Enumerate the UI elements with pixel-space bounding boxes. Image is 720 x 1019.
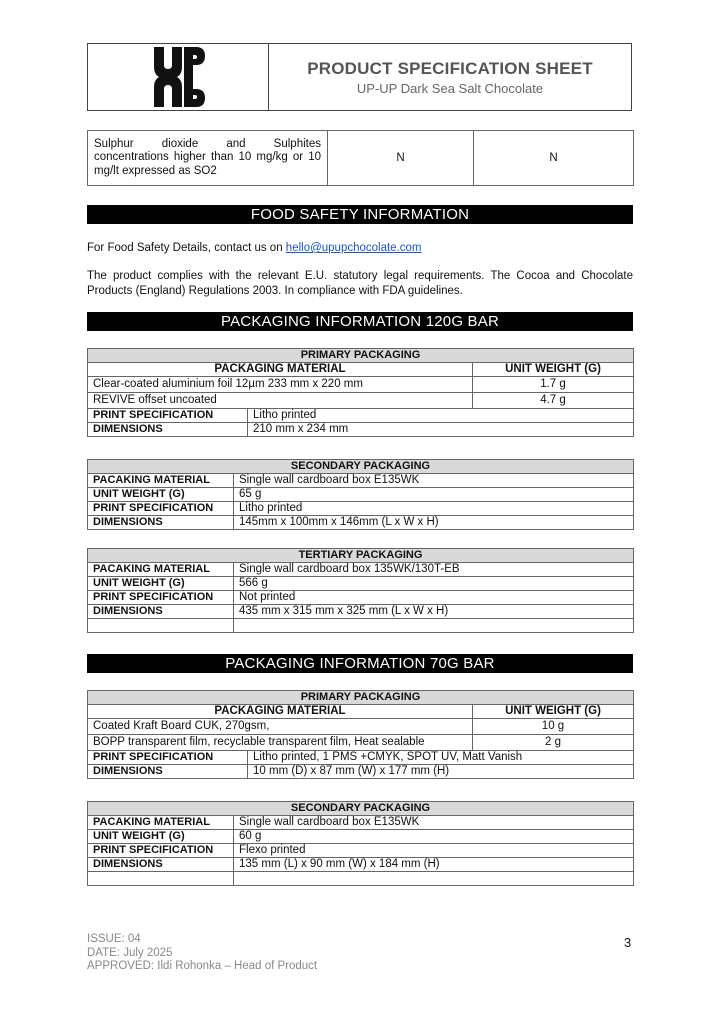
row-label: PRINT SPECIFICATION	[88, 502, 234, 516]
table-row	[88, 735, 634, 751]
table-row	[88, 844, 634, 858]
table-row	[88, 363, 634, 377]
material-cell: BOPP transparent film, recyclable transparent film, Heat sealable	[88, 735, 473, 751]
table-row	[88, 619, 634, 633]
food-safety-contact	[87, 241, 633, 256]
logo-cell	[88, 44, 269, 110]
column-header: PACKAGING MATERIAL	[88, 363, 473, 377]
row-value: Litho printed, 1 PMS +CMYK, SPOT UV, Matt Vanish	[248, 751, 634, 765]
table-header: SECONDARY PACKAGING	[88, 802, 634, 816]
row-label: PRINT SPECIFICATION	[88, 751, 248, 765]
table-row	[88, 563, 634, 577]
table-row	[88, 474, 634, 488]
row-label: UNIT WEIGHT (G)	[88, 488, 234, 502]
table-header: PRIMARY PACKAGING	[88, 349, 634, 363]
contact-email-link[interactable]: hello@upupchocolate.com	[285, 242, 422, 254]
table-row	[88, 409, 634, 423]
row-value: 135 mm (L) x 90 mm (W) x 184 mm (H)	[234, 858, 634, 872]
food-safety-heading: FOOD SAFETY INFORMATION	[87, 205, 633, 224]
row-value: 210 mm x 234 mm	[248, 423, 634, 437]
row-value: 60 g	[234, 830, 634, 844]
row-label: PACAKING MATERIAL	[88, 816, 234, 830]
table-row	[88, 802, 634, 816]
column-header: UNIT WEIGHT (G)	[473, 363, 634, 377]
allergen-value-1: N	[328, 131, 474, 186]
row-label: PRINT SPECIFICATION	[88, 844, 234, 858]
table-row	[88, 516, 634, 530]
row-value: 566 g	[234, 577, 634, 591]
title-cell	[269, 44, 631, 110]
secondary-packaging-120g-table	[87, 459, 634, 530]
document-subtitle: UP-UP Dark Sea Salt Chocolate	[356, 80, 544, 96]
table-row	[88, 549, 634, 563]
document-header	[87, 43, 632, 111]
weight-cell: 1.7 g	[473, 377, 634, 393]
allergen-table	[87, 130, 634, 186]
approval-line: APPROVED: Ildi Rohonka – Head of Product	[87, 960, 318, 972]
compliance-text: The product complies with the relevant E.U. statutory legal requirements. The Cocoa and Chocolate Products (England) Regulations 2003. In compliance with FDA guidelines.	[87, 270, 633, 297]
table-row	[88, 377, 634, 393]
material-cell: Coated Kraft Board CUK, 270gsm,	[88, 719, 473, 735]
row-label: PRINT SPECIFICATION	[88, 591, 234, 605]
table-row	[88, 751, 634, 765]
column-header: PACKAGING MATERIAL	[88, 705, 473, 719]
row-value: Not printed	[234, 591, 634, 605]
weight-cell: 2 g	[473, 735, 634, 751]
table-row	[88, 131, 634, 186]
issue-number: ISSUE: 04	[87, 933, 141, 945]
weight-cell: 4.7 g	[473, 393, 634, 409]
table-row	[88, 830, 634, 844]
table-row	[88, 816, 634, 830]
issue-date: DATE: July 2025	[87, 946, 173, 959]
table-row	[88, 591, 634, 605]
tertiary-packaging-120g-table	[87, 548, 634, 633]
row-label: DIMENSIONS	[88, 605, 234, 619]
weight-cell: 10 g	[473, 719, 634, 735]
contact-text: For Food Safety Details, contact us on	[87, 242, 286, 254]
packaging-120g-heading: PACKAGING INFORMATION 120G BAR	[87, 312, 633, 331]
packaging-70g-heading: PACKAGING INFORMATION 70G BAR	[87, 654, 633, 673]
table-row	[88, 460, 634, 474]
table-row	[88, 719, 634, 735]
page-number: 3	[624, 935, 632, 950]
row-value	[234, 619, 634, 633]
row-label: DIMENSIONS	[88, 423, 248, 437]
row-value: 65 g	[234, 488, 634, 502]
column-header: UNIT WEIGHT (G)	[473, 705, 634, 719]
table-row	[88, 691, 634, 705]
table-header: TERTIARY PACKAGING	[88, 549, 634, 563]
table-row	[88, 858, 634, 872]
brand-logo	[150, 45, 206, 109]
table-row	[88, 605, 634, 619]
document-title: PRODUCT SPECIFICATION SHEET	[307, 58, 593, 78]
row-label: UNIT WEIGHT (G)	[88, 830, 234, 844]
table-row	[88, 423, 634, 437]
row-value	[234, 872, 634, 886]
row-value: Single wall cardboard box E135WK	[234, 816, 634, 830]
row-value: Single wall cardboard box E135WK	[234, 474, 634, 488]
primary-packaging-120g-table	[87, 348, 634, 437]
table-row	[88, 502, 634, 516]
row-label: UNIT WEIGHT (G)	[88, 577, 234, 591]
document-footer	[87, 933, 317, 974]
row-value: Single wall cardboard box 135WK/130T-EB	[234, 563, 634, 577]
secondary-packaging-70g-table	[87, 801, 634, 886]
allergen-label: Sulphur dioxide and Sulphites concentrations higher than 10 mg/kg or 10 mg/lt expressed as SO2	[88, 131, 328, 186]
table-row	[88, 393, 634, 409]
row-value: Litho printed	[248, 409, 634, 423]
row-label	[88, 619, 234, 633]
row-value: 435 mm x 315 mm x 325 mm (L x W x H)	[234, 605, 634, 619]
table-header: PRIMARY PACKAGING	[88, 691, 634, 705]
row-label: PACAKING MATERIAL	[88, 474, 234, 488]
row-label: DIMENSIONS	[88, 765, 248, 779]
row-label: DIMENSIONS	[88, 858, 234, 872]
row-value: 145mm x 100mm x 146mm (L x W x H)	[234, 516, 634, 530]
table-row	[88, 765, 634, 779]
table-row	[88, 349, 634, 363]
row-value: Litho printed	[234, 502, 634, 516]
table-row	[88, 577, 634, 591]
row-label: PRINT SPECIFICATION	[88, 409, 248, 423]
table-row	[88, 872, 634, 886]
table-row	[88, 488, 634, 502]
row-value: Flexo printed	[234, 844, 634, 858]
row-label	[88, 872, 234, 886]
material-cell: Clear-coated aluminium foil 12µm 233 mm x 220 mm	[88, 377, 473, 393]
row-label: DIMENSIONS	[88, 516, 234, 530]
allergen-value-2: N	[474, 131, 634, 186]
row-value: 10 mm (D) x 87 mm (W) x 177 mm (H)	[248, 765, 634, 779]
material-cell: REVIVE offset uncoated	[88, 393, 473, 409]
table-row	[88, 705, 634, 719]
row-label: PACAKING MATERIAL	[88, 563, 234, 577]
primary-packaging-70g-table	[87, 690, 634, 779]
table-header: SECONDARY PACKAGING	[88, 460, 634, 474]
